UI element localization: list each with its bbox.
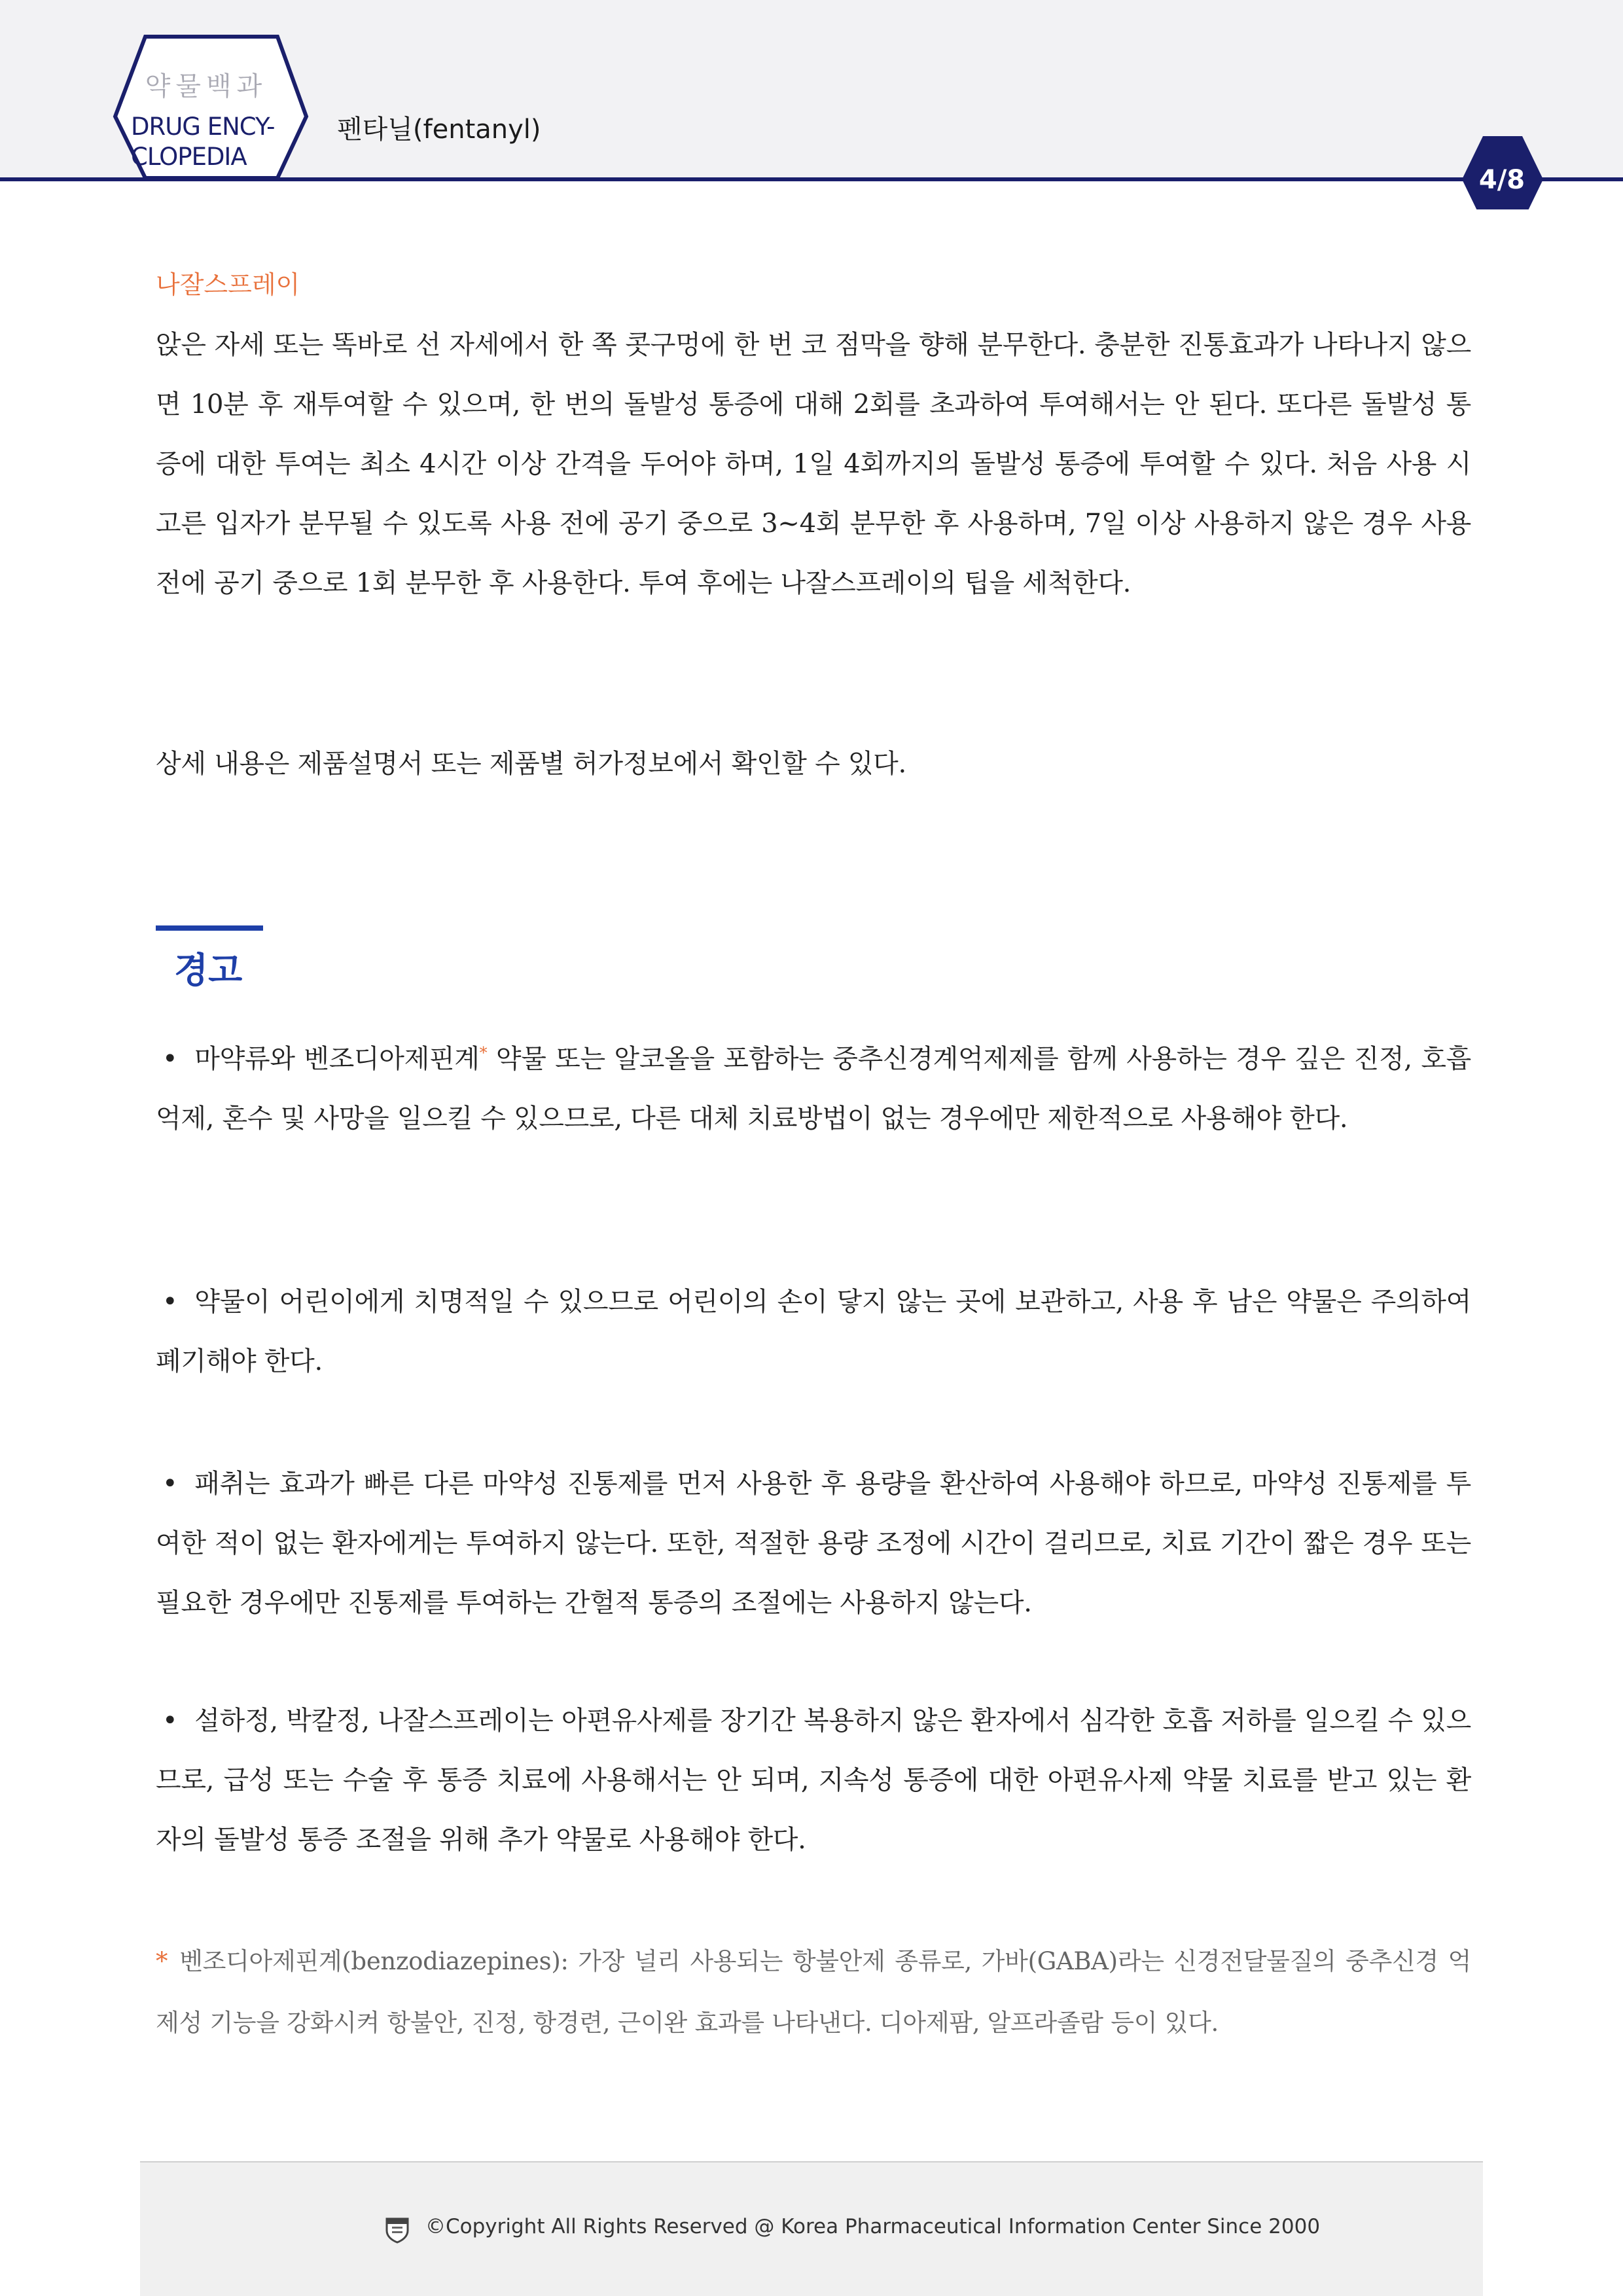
warning-bullet-3 (156, 1454, 1471, 1633)
footnote-marker: * (479, 1043, 488, 1062)
header-graphics (0, 0, 1623, 209)
document-title: 펜타닐(fentanyl) (337, 115, 541, 145)
footnote-text: 벤조디아제핀계(benzodiazepines): 가장 널리 사용되는 항불안제 종류로, 가바(GABA)라는 신경전달물질의 중추신경 억제성 기능을 강화시켜 항불안, 진정, 항경련, 근이완 효과를 나타낸다. 디아제팜, 알프라졸람 등이 있다. (156, 1947, 1471, 2037)
logo-english-line1: DRUG ENCY- (131, 113, 275, 141)
logo-english-line2: CLOPEDIA (131, 143, 247, 171)
section-accent-bar (156, 925, 263, 931)
warning-title: 경고 (174, 950, 243, 991)
detail-note-text: 상세 내용은 제품설명서 또는 제품별 허가정보에서 확인할 수 있다. (156, 749, 906, 779)
bullet-icon: • (162, 1287, 178, 1317)
detail-note (156, 734, 1471, 794)
footnote (156, 1931, 1471, 2054)
bullet-3-text: 패취는 효과가 빠른 다른 마약성 진통제를 먼저 사용한 후 용량을 환산하여 사용해야 하므로, 마약성 진통제를 투여한 적이 없는 환자에게는 투여하지 않는다. 또한, 적절한 용량 조정에 시간이 걸리므로, 치료 기간이 짧은 경우 또는 필요한 경우에만 진통제를 투여하는 간헐적 통증의 조절에는 사용하지 않는다. (156, 1469, 1471, 1618)
bullet-icon: • (162, 1469, 178, 1499)
bullet-icon: • (162, 1706, 178, 1736)
warning-bullet-4 (156, 1691, 1471, 1870)
page-number: 4/8 (1478, 165, 1525, 195)
copyright-text: ©Copyright All Rights Reserved @ Korea Pharmaceutical Information Center Since 2000 (425, 2215, 1321, 2238)
warning-bullet-1 (156, 1030, 1471, 1149)
bullet-4-text: 설하정, 박칼정, 나잘스프레이는 아편유사제를 장기간 복용하지 않은 환자에서 심각한 호흡 저하를 일으킬 수 있으므로, 급성 또는 수술 후 통증 치료에 사용해서는 안 되며, 지속성 통증에 대한 아편유사제 약물 치료를 받고 있는 환자의 돌발성 통증 조절을 위해 추가 약물로 사용해야 한다. (156, 1706, 1471, 1855)
warning-bullet-2 (156, 1272, 1471, 1391)
bullet-1-text-b: 약물 또는 알코올을 포함하는 중추신경계억제제를 함께 사용하는 경우 깊은 진정, 호흡억제, 혼수 및 사망을 일으킬 수 있으므로, 다른 대체 치료방법이 없는 경우에만 제한적으로 사용해야 한다. (156, 1044, 1471, 1134)
nasal-spray-text: 앉은 자세 또는 똑바로 선 자세에서 한 쪽 콧구멍에 한 번 코 점막을 향해 분무한다. 충분한 진통효과가 나타나지 않으면 10분 후 재투여할 수 있으며, 한 번의 돌발성 통증에 대해 2회를 초과하여 투여해서는 안 된다. 또다른 돌발성 통증에 대한 투여는 최소 4시간 이상 간격을 두어야 하며, 1일 4회까지의 돌발성 통증에 투여할 수 있다. 처음 사용 시 고른 입자가 분무될 수 있도록 사용 전에 공기 중으로 3~4회 분무한 후 사용하며, 7일 이상 사용하지 않은 경우 사용 전에 공기 중으로 1회 분무한 후 사용한다. 투여 후에는 나잘스프레이의 팁을 세척한다. (156, 330, 1471, 598)
nasal-spray-paragraph (156, 315, 1471, 613)
nasal-spray-heading: 나잘스프레이 (156, 270, 300, 299)
bullet-1-text-a: 마약류와 벤조디아제핀계 (194, 1044, 480, 1074)
bullet-2-text: 약물이 어린이에게 치명적일 수 있으므로 어린이의 손이 닿지 않는 곳에 보관하고, 사용 후 남은 약물은 주의하여 폐기해야 한다. (156, 1287, 1471, 1376)
kpic-shield-icon (383, 2215, 412, 2244)
bullet-icon: • (162, 1044, 178, 1074)
footnote-star: * (156, 1947, 168, 1975)
logo-korean: 약물백과 (145, 71, 268, 101)
